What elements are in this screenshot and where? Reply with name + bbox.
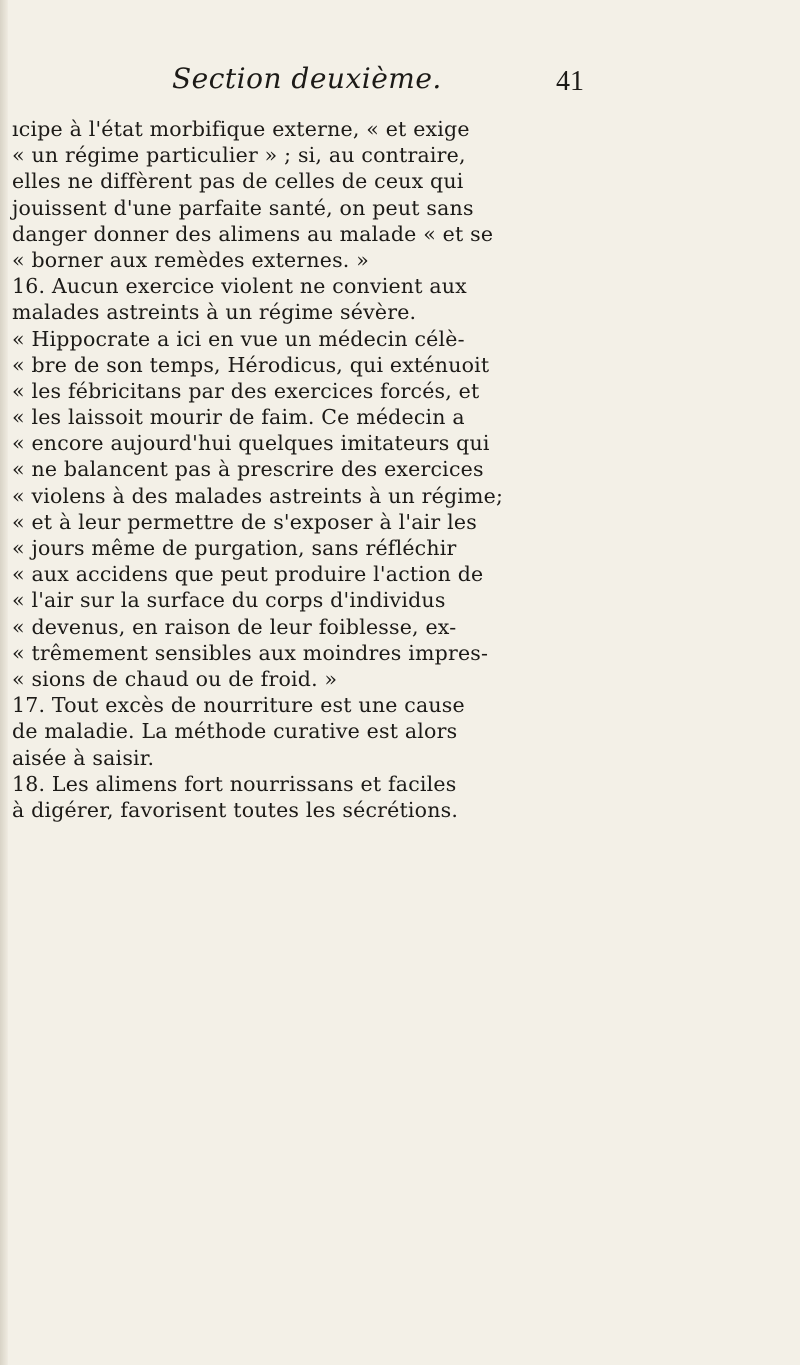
text-line: « sions de chaud ou de froid. » [12,666,338,691]
text-line: « trêmement sensibles aux moindres impres- [12,640,489,665]
page-gutter [0,0,8,1365]
text-line: « aux accidens que peut produire l'action de [12,562,484,587]
text-line: ıcipe à l'état morbifique externe, « et exige [12,117,470,141]
text-line: elles ne diffèrent pas de celles de ceux qui [12,169,464,194]
text-line: « devenus, en raison de leur foiblesse, ex- [12,614,457,639]
text-line: 18. Les alimens fort nourrissans et faciles [12,771,457,796]
text-line: 17. Tout excès de nourriture est une cause [12,693,465,718]
text-line: « les laissoit mourir de faim. Ce médecin a [12,405,465,430]
text-line: « violens à des malades astreints à un régime; [12,483,504,508]
text-line: « Hippocrate a ici en vue un médecin célè- [12,326,465,351]
text-line: à digérer, favorisent toutes les sécrétions. [12,797,459,822]
text-line: 16. Aucun exercice violent ne convient aux [12,274,467,299]
text-line: « les fébricitans par des exercices forcés, et [12,378,480,403]
text-line: « encore aujourd'hui quelques imitateurs qui [12,431,490,456]
text-line: malades astreints à un régime sévère. [12,300,417,325]
text-line: « un régime particulier » ; si, au contraire, [12,143,466,168]
page-number: 41 [556,66,584,97]
running-head: Section deuxième. [172,62,442,95]
text-line: « l'air sur la surface du corps d'individus [12,588,446,613]
text-line: de maladie. La méthode curative est alors [12,719,458,744]
text-line: aisée à saisir. [12,745,155,770]
page-header [0,62,800,112]
text-line: « borner aux remèdes externes. » [12,247,369,272]
text-line: « ne balancent pas à prescrire des exercices [12,457,484,482]
text-line: danger donner des alimens au malade « et se [12,221,494,246]
text-line: jouissent d'une parfaite santé, on peut sans [12,195,474,220]
text-line: « et à leur permettre de s'exposer à l'air les [12,509,477,534]
text-line: « bre de son temps, Hérodicus, qui exténuoit [12,352,490,377]
body-text [12,116,782,823]
text-line: « jours même de purgation, sans réfléchir [12,536,457,560]
